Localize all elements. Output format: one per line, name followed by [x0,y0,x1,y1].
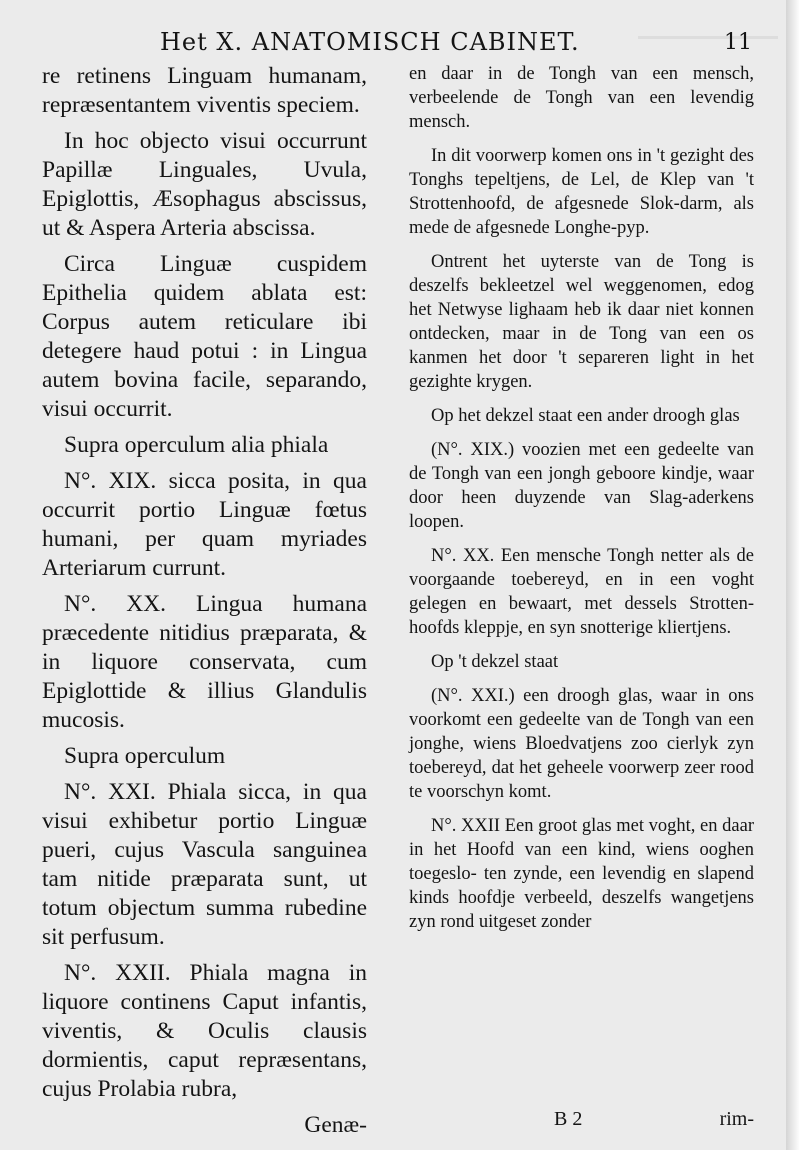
latin-column [42,62,367,1147]
dutch-paragraph: Op het dekzel staat een ander droogh glas [431,406,740,426]
dutch-paragraph: In dit voorwerp komen ons in 't gezight des Tonghs tepeltjens, de Lel, de Klep van 't Strottenhoofd, de afgesnede Slok-darm, als mede de afgesnede Longhe-pyp. [409,146,754,238]
dutch-paragraph: en daar in de Tongh van een mensch, verbeelende de Tongh van een levendig mensch. [409,64,754,132]
latin-paragraph: Supra operculum [64,743,226,769]
latin-paragraph: Supra operculum alia phiala [64,432,329,458]
dutch-paragraph: (N°. XXI.) een droogh glas, waar in ons voorkomt een gedeelte van de Tongh van een jonghe, wiens Bloedvatjens zoo cierlyk zyn toebereyd, dat het geheele voorwerp zeer rood te voorschyn komt. [409,686,754,802]
running-title: Het X. ANATOMISCH CABINET. [160,28,580,56]
latin-paragraph: N°. XX. Lingua humana præcedente nitidius præparata, & in liquore conservata, cum Epiglottide & illius Glandulis mucosis. [42,591,367,733]
page-footer [409,1108,754,1136]
latin-paragraph: N°. XXII. Phiala magna in liquore continens Caput infantis, viventis, & Oculis clausis dormientis, caput repræsentans, cujus Prolabia rubra, [42,960,367,1102]
latin-paragraph: Circa Linguæ cuspidem Epithelia quidem ablata est: Corpus autem reticulare ibi detegere haud potui : in Lingua autem bovina facile, separando, visui occurrit. [42,251,367,422]
dutch-paragraph: N°. XX. Een mensche Tongh netter als de voorgaande toebereyd, en in een voght gelegen en bewaart, met dessels Strotten-hoofds kleppje, en syn snotterige kliertjens. [409,546,754,638]
dutch-paragraph: Op 't dekzel staat [431,652,559,672]
dutch-column [409,62,754,944]
latin-paragraph: re retinens Linguam humanam, repræsentantem viventis speciem. [42,63,367,118]
latin-paragraph: In hoc objecto visui occurrunt Papillæ Linguales, Uvula, Epiglottis, Æsophagus abscissus, ut & Aspera Arteria abscissa. [42,128,367,241]
latin-paragraph: N°. XIX. sicca posita, in qua occurrit portio Linguæ fœtus humani, per quam myriades Arteriarum currunt. [42,468,367,581]
page-number: 11 [724,30,752,55]
dutch-paragraph: Ontrent het uyterste van de Tong is deszelfs bekleetzel wel weggenomen, edog het Netwyse lighaam heb ik daar niet konnen ontdecken, maar in de Tong van een os kanmen het door 't separeren light in het gezighte krygen. [409,252,754,392]
signature-mark: B 2 [554,1108,583,1130]
latin-paragraph: N°. XXI. Phiala sicca, in qua visui exhibetur portio Linguæ pueri, cujus Vascula sanguinea tam nitide præparata sunt, ut totum objectum summa rubedine sit perfusum. [42,779,367,950]
dutch-paragraph: N°. XXII Een groot glas met voght, en daar in het Hoofd van een kind, wiens ooghen toegeslo- ten zynde, een levendig en slapend kinds hoofdje verbeeld, deszelfs wangetjens zyn rond uitgeset zonder [409,816,754,932]
latin-catchword: Genæ- [304,1112,367,1138]
page-header [0,28,786,64]
dutch-paragraph: (N°. XIX.) voozien met een gedeelte van de Tongh van een jongh geboore kindje, waar door heen duyzende van Slag-aderkens loopen. [409,440,754,532]
dutch-catchword: rim- [719,1108,754,1130]
page-edge [786,0,800,1150]
